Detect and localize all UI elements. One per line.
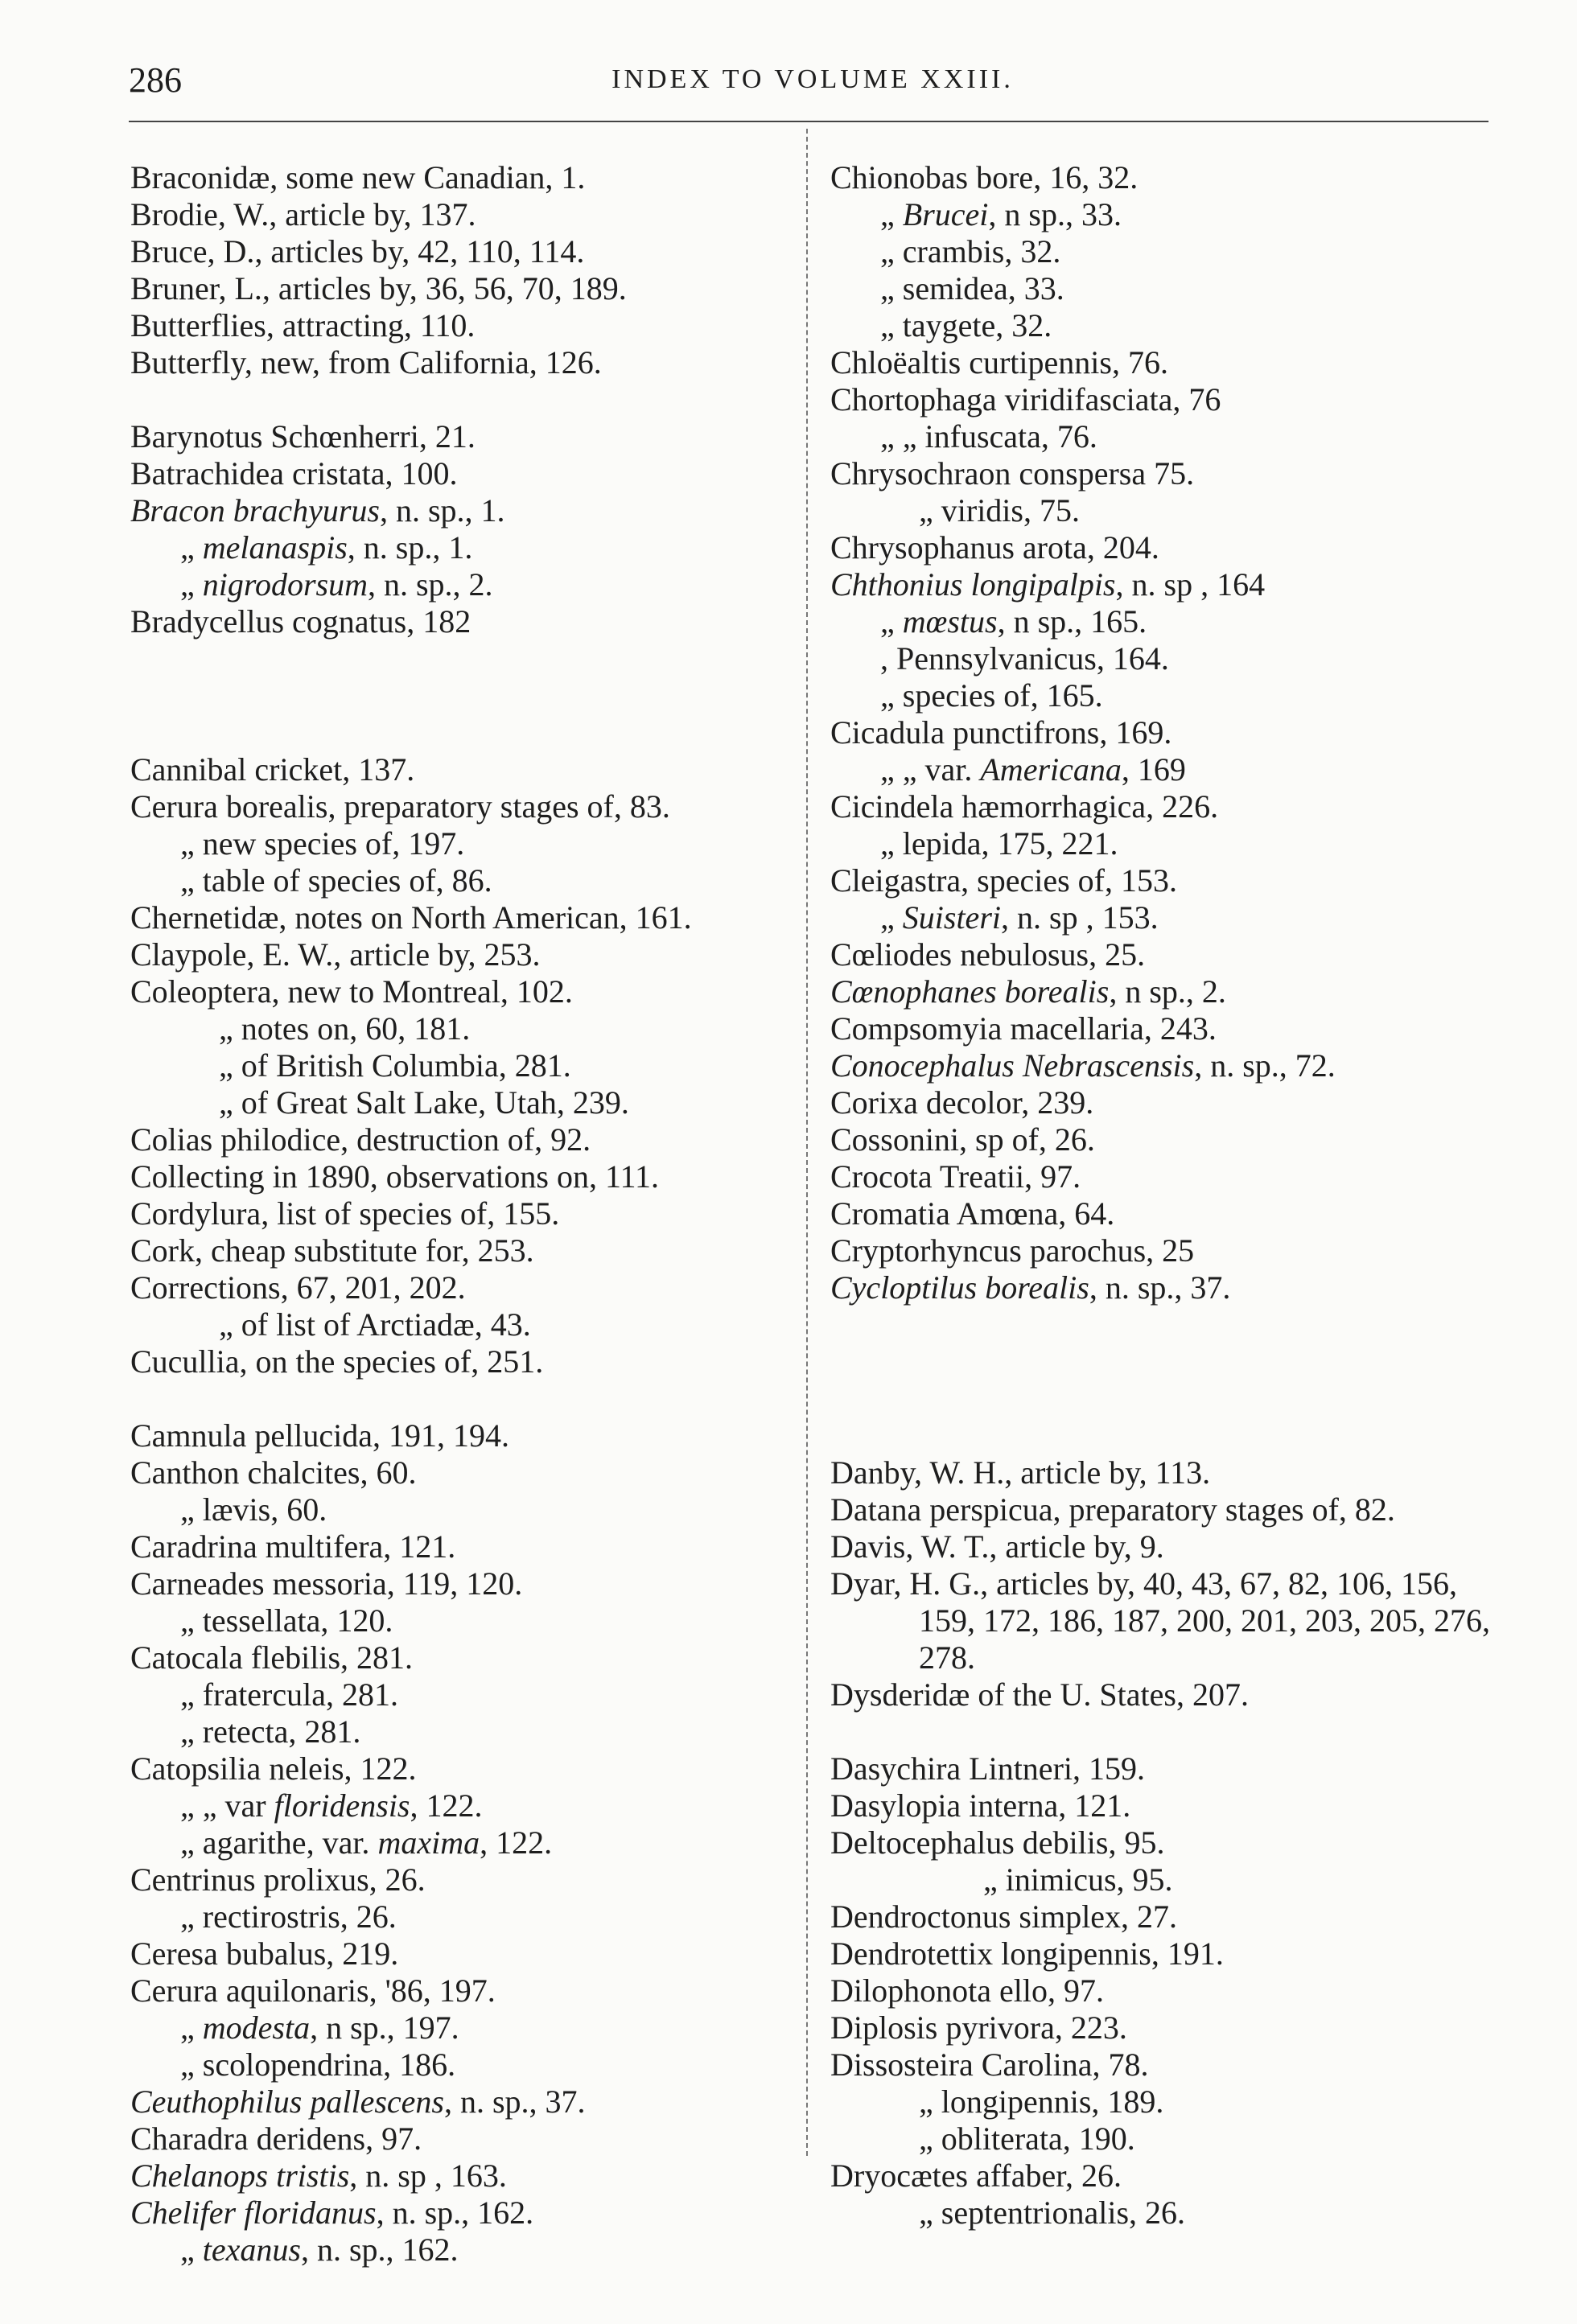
section-gap bbox=[130, 1380, 798, 1417]
index-entry: „ new species of, 197. bbox=[180, 825, 465, 862]
index-entry: Dysderidæ of the U. States, 207. bbox=[830, 1676, 1249, 1713]
index-entry: Bruce, D., articles by, 42, 110, 114. bbox=[130, 233, 585, 269]
index-entry: „ „ var. Americana, 169 bbox=[880, 751, 1186, 788]
index-entry: Cucullia, on the species of, 251. bbox=[130, 1343, 544, 1380]
index-entry: „ „ var floridensis, 122. bbox=[180, 1787, 483, 1824]
index-entry: Conocephalus Nebrascensis, n. sp., 72. bbox=[830, 1047, 1336, 1084]
index-entry: Corrections, 67, 201, 202. bbox=[130, 1269, 466, 1306]
section-gap bbox=[130, 640, 798, 751]
index-entry: Cromatia Amœna, 64. bbox=[830, 1195, 1115, 1232]
index-entry: „ longipennis, 189. bbox=[919, 2083, 1164, 2120]
index-entry: „ notes on, 60, 181. bbox=[219, 1010, 471, 1047]
index-entry: Cycloptilus borealis, n. sp., 37. bbox=[830, 1269, 1231, 1306]
index-entry: „ nigrodorsum, n. sp., 2. bbox=[180, 566, 493, 603]
header-rule bbox=[129, 121, 1488, 122]
section-gap bbox=[130, 381, 798, 418]
index-entry: Catocala flebilis, 281. bbox=[130, 1639, 414, 1676]
index-entry: Carneades messoria, 119, 120. bbox=[130, 1565, 523, 1602]
index-entry: Chrysophanus arota, 204. bbox=[830, 529, 1159, 566]
index-entry: Cicindela hæmorrhagica, 226. bbox=[830, 788, 1219, 825]
index-entry: Dryocætes affaber, 26. bbox=[830, 2157, 1122, 2194]
index-entry: „ table of species of, 86. bbox=[180, 862, 492, 899]
index-entry: Dasychira Lintneri, 159. bbox=[830, 1750, 1145, 1787]
index-entry: , Pennsylvanicus, 164. bbox=[880, 640, 1169, 677]
index-entry: „ lævis, 60. bbox=[180, 1491, 327, 1528]
index-entry: Bracon brachyurus, n. sp., 1. bbox=[130, 492, 505, 529]
index-entry: Butterfly, new, from California, 126. bbox=[130, 344, 602, 380]
index-entry: Dyar, H. G., articles by, 40, 43, 67, 82, 106, 156, 159, 172, 186, 187, 200, 201, 203, 205, 276, 278. bbox=[830, 1565, 1490, 1676]
index-entry: Butterflies, attracting, 110. bbox=[130, 307, 476, 343]
index-entry: Diplosis pyrivora, 223. bbox=[830, 2009, 1127, 2046]
index-entry: „ texanus, n. sp., 162. bbox=[180, 2231, 459, 2268]
index-entry: „ of British Columbia, 281. bbox=[219, 1047, 571, 1084]
index-entry: Charadra deridens, 97. bbox=[130, 2120, 422, 2157]
index-entry: „ melanaspis, n. sp., 1. bbox=[180, 529, 473, 566]
index-entry: „ of Great Salt Lake, Utah, 239. bbox=[219, 1084, 629, 1121]
index-entry: Cannibal cricket, 137. bbox=[130, 751, 415, 788]
index-entry: Coleoptera, new to Montreal, 102. bbox=[130, 973, 573, 1010]
index-entry: „ agarithe, var. maxima, 122. bbox=[180, 1824, 553, 1861]
index-entry: Barynotus Schœnherri, 21. bbox=[130, 418, 476, 455]
index-entry: Crocota Treatii, 97. bbox=[830, 1158, 1081, 1195]
index-entry: Ceresa bubalus, 219. bbox=[130, 1935, 399, 1972]
right-index-column bbox=[830, 159, 1498, 2231]
index-entry: „ lepida, 175, 221. bbox=[880, 825, 1118, 862]
index-entry: Cœnophanes borealis, n sp., 2. bbox=[830, 973, 1226, 1010]
index-entry: „ Suisteri, n. sp , 153. bbox=[880, 899, 1159, 936]
section-gap bbox=[830, 1713, 1498, 1750]
index-entry: Cerura aquilonaris, '86, 197. bbox=[130, 1972, 496, 2009]
index-entry: Batrachidea cristata, 100. bbox=[130, 455, 458, 492]
index-entry: „ tessellata, 120. bbox=[180, 1602, 393, 1639]
index-entry: „ obliterata, 190. bbox=[919, 2120, 1135, 2157]
index-entry: „ species of, 165. bbox=[880, 677, 1103, 714]
index-entry: Chionobas bore, 16, 32. bbox=[830, 159, 1138, 195]
index-entry: „ of list of Arctiadæ, 43. bbox=[219, 1306, 531, 1343]
index-entry: Bruner, L., articles by, 36, 56, 70, 189. bbox=[130, 270, 627, 306]
index-entry: Canthon chalcites, 60. bbox=[130, 1454, 417, 1491]
index-entry: Chloëaltis curtipennis, 76. bbox=[830, 344, 1168, 380]
index-entry: „ retecta, 281. bbox=[180, 1713, 361, 1750]
index-entry: Deltocephalus debilis, 95. bbox=[830, 1824, 1165, 1861]
index-entry: Dendrotettix longipennis, 191. bbox=[830, 1935, 1224, 1972]
index-entry: Cossonini, sp of, 26. bbox=[830, 1121, 1095, 1158]
index-entry: „ scolopendrina, 186. bbox=[180, 2046, 456, 2083]
index-entry: Catopsilia neleis, 122. bbox=[130, 1750, 417, 1787]
index-entry: Colias philodice, destruction of, 92. bbox=[130, 1121, 591, 1158]
index-entry: Cicadula punctifrons, 169. bbox=[830, 714, 1172, 751]
index-entry: „ taygete, 32. bbox=[880, 307, 1052, 343]
index-entry: „ septentrionalis, 26. bbox=[919, 2194, 1186, 2231]
index-entry: Corixa decolor, 239. bbox=[830, 1084, 1094, 1121]
index-entry: Dendroctonus simplex, 27. bbox=[830, 1898, 1178, 1935]
index-entry: Caradrina multifera, 121. bbox=[130, 1528, 456, 1565]
index-entry: Dissosteira Carolina, 78. bbox=[830, 2046, 1149, 2083]
index-entry: Danby, W. H., article by, 113. bbox=[830, 1454, 1211, 1491]
index-entry: „ fratercula, 281. bbox=[180, 1676, 398, 1713]
index-entry: Compsomyia macellaria, 243. bbox=[830, 1010, 1217, 1047]
index-entry: Chelanops tristis, n. sp , 163. bbox=[130, 2157, 507, 2194]
index-entry: Dilophonota ello, 97. bbox=[830, 1972, 1104, 2009]
index-entry: „ modesta, n sp., 197. bbox=[180, 2009, 459, 2046]
index-entry: Dasylopia interna, 121. bbox=[830, 1787, 1131, 1824]
index-entry: Davis, W. T., article by, 9. bbox=[830, 1528, 1164, 1565]
running-title: INDEX TO VOLUME XXIII. bbox=[611, 64, 1014, 94]
index-entry: Collecting in 1890, observations on, 111. bbox=[130, 1158, 659, 1195]
index-entry: Camnula pellucida, 191, 194. bbox=[130, 1417, 510, 1454]
index-entry: Cryptorhyncus parochus, 25 bbox=[830, 1232, 1195, 1269]
column-divider bbox=[806, 129, 808, 2156]
index-entry: Brodie, W., article by, 137. bbox=[130, 196, 476, 232]
index-entry: Chernetidæ, notes on North American, 161. bbox=[130, 899, 692, 936]
index-entry: „ semidea, 33. bbox=[880, 270, 1064, 306]
index-entry: Braconidæ, some new Canadian, 1. bbox=[130, 159, 586, 195]
index-entry: „ mœstus, n sp., 165. bbox=[880, 603, 1147, 640]
index-entry: „ Brucei, n sp., 33. bbox=[880, 196, 1122, 232]
section-gap bbox=[830, 1306, 1498, 1454]
index-entry: Centrinus prolixus, 26. bbox=[130, 1861, 426, 1898]
index-entry: „ crambis, 32. bbox=[880, 233, 1061, 269]
index-entry: Cœliodes nebulosus, 25. bbox=[830, 936, 1146, 973]
index-entry: Claypole, E. W., article by, 253. bbox=[130, 936, 541, 973]
index-entry: Cork, cheap substitute for, 253. bbox=[130, 1232, 534, 1269]
index-entry: „ inimicus, 95. bbox=[983, 1861, 1173, 1898]
index-entry: Cordylura, list of species of, 155. bbox=[130, 1195, 560, 1232]
page-header bbox=[129, 60, 1497, 108]
index-entry: Chrysochraon conspersa 75. bbox=[830, 455, 1195, 492]
left-index-column bbox=[130, 159, 798, 2268]
index-entry: Chelifer floridanus, n. sp., 162. bbox=[130, 2194, 534, 2231]
index-entry: „ viridis, 75. bbox=[919, 492, 1080, 529]
index-entry: Ceuthophilus pallescens, n. sp., 37. bbox=[130, 2083, 586, 2120]
index-entry: Datana perspicua, preparatory stages of, 82. bbox=[830, 1491, 1395, 1528]
page-number: 286 bbox=[129, 60, 182, 100]
index-entry: Chthonius longipalpis, n. sp , 164 bbox=[830, 566, 1266, 603]
index-entry: Cerura borealis, preparatory stages of, 83. bbox=[130, 788, 670, 825]
index-entry: Chortophaga viridifasciata, 76 bbox=[830, 381, 1221, 417]
index-entry: „ „ infuscata, 76. bbox=[880, 418, 1097, 455]
index-entry: Cleigastra, species of, 153. bbox=[830, 862, 1177, 899]
index-entry: Bradycellus cognatus, 182 bbox=[130, 603, 471, 640]
index-entry: „ rectirostris, 26. bbox=[180, 1898, 397, 1935]
